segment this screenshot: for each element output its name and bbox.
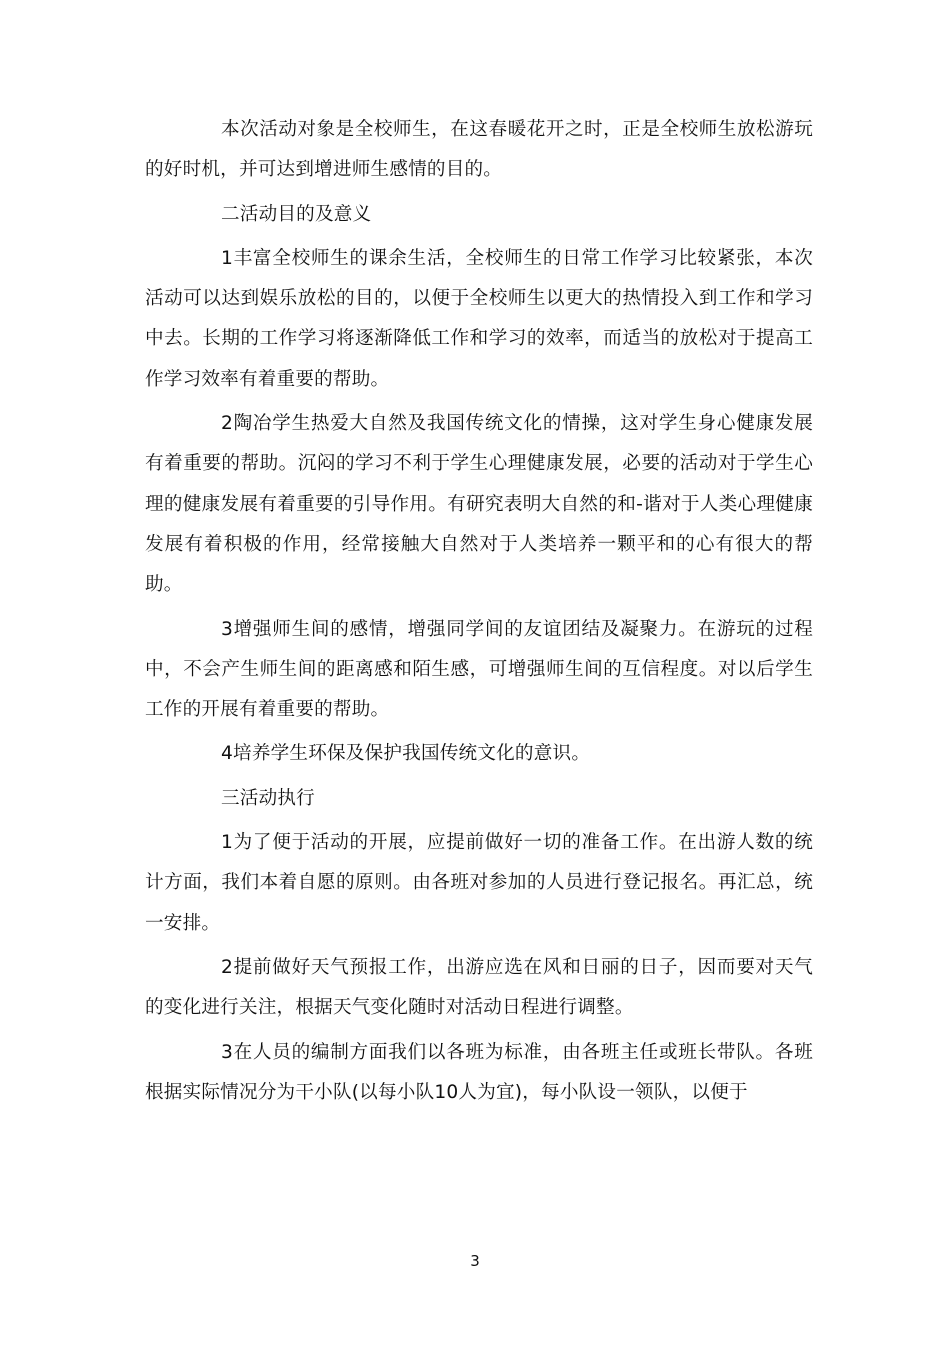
paragraph-execution-1: 1为了便于活动的开展，应提前做好一切的准备工作。在出游人数的统计方面，我们本着自愿的原则。由各班对参加的人员进行登记报名。再汇总，统一安排。 (145, 832, 813, 934)
document-body (145, 110, 813, 1113)
paragraph-purpose-3: 3增强师生间的感情，增强同学间的友谊团结及凝聚力。在游玩的过程中，不会产生师生间的距离感和陌生感，可增强师生间的互信程度。对以后学生工作的开展有着重要的帮助。 (145, 618, 813, 721)
heading-purpose-significance: 二活动目的及意义 (221, 203, 372, 225)
page-number: 3 (470, 1252, 480, 1270)
paragraph-purpose-2: 2陶冶学生热爱大自然及我国传统文化的情操，这对学生身心健康发展有着重要的帮助。沉闷的学习不利于学生心理健康发展，必要的活动对于学生心理的健康发展有着重要的引导作用。有研究表明大自然的和-谐对于人类心理健康发展有着积极的作用，经常接触大自然对于人类培养一颗平和的心有很大的帮助。 (145, 413, 813, 596)
paragraph-execution-3: 3在人员的编制方面我们以各班为标准，由各班主任或班长带队。各班根据实际情况分为干小队(以每小队10人为宜)，每小队设一领队，以便于 (145, 1041, 813, 1103)
paragraph-purpose-4: 4培养学生环保及保护我国传统文化的意识。 (221, 743, 591, 765)
heading-activity-execution: 三活动执行 (221, 787, 315, 809)
paragraph-purpose-1: 1丰富全校师生的课余生活，全校师生的日常工作学习比较紧张，本次活动可以达到娱乐放松的目的，以便于全校师生以更大的热情投入到工作和学习中去。长期的工作学习将逐渐降低工作和学习的效率，而适当的放松对于提高工作学习效率有着重要的帮助。 (145, 247, 813, 390)
paragraph-execution-2: 2提前做好天气预报工作，出游应选在风和日丽的日子，因而要对天气的变化进行关注，根据天气变化随时对活动日程进行调整。 (145, 956, 813, 1019)
paragraph-activity-target: 本次活动对象是全校师生，在这春暖花开之时，正是全校师生放松游玩的好时机，并可达到增进师生感情的目的。 (145, 119, 813, 181)
